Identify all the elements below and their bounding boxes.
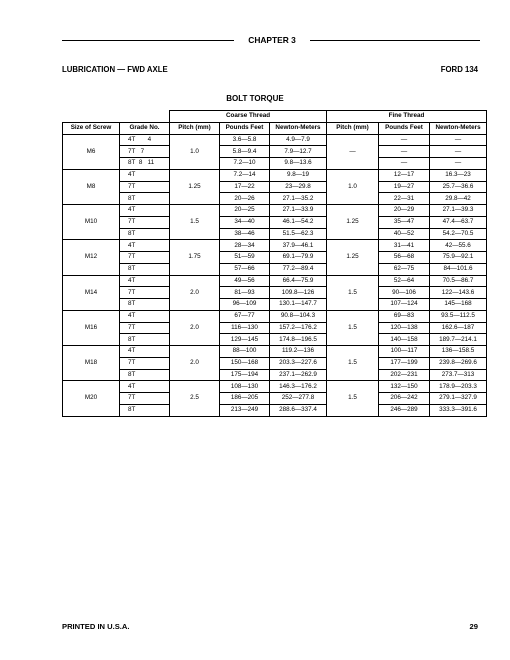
coarse-nm-cell: 130.1—147.7 — [270, 299, 327, 311]
fine-lbft-cell: 202—231 — [379, 369, 430, 381]
coarse-nm-cell: 66.4—75.9 — [270, 275, 327, 287]
table-row — [63, 146, 487, 158]
grade-cell: 4T — [120, 275, 170, 287]
grade-cell: 8T — [120, 404, 170, 416]
fine-lbft-cell: 132—150 — [379, 381, 430, 393]
fine-lbft-cell: 90—106 — [379, 287, 430, 299]
coarse-lbft-cell: 88—100 — [220, 346, 270, 358]
screw-size-cell: M8 — [63, 169, 120, 204]
coarse-nm-cell: 146.3—176.2 — [270, 381, 327, 393]
fine-lbft-cell: — — [379, 134, 430, 146]
fine-thread-header: Fine Thread — [327, 111, 487, 123]
fine-nm-cell: 47.4—63.7 — [430, 216, 487, 228]
coarse-lbft-cell: 175—194 — [220, 369, 270, 381]
fine-lbft-cell: 120—138 — [379, 322, 430, 334]
coarse-lbft-cell: 20—25 — [220, 205, 270, 217]
coarse-lbft-cell: 7.2—14 — [220, 169, 270, 181]
grade-cell: 4T — [120, 205, 170, 217]
fine-lbft-cell: 206—242 — [379, 393, 430, 405]
table-row — [63, 322, 487, 334]
table-row — [63, 252, 487, 264]
coarse-lbft-cell: 67—77 — [220, 310, 270, 322]
fine-nm-cell: 178.9—203.3 — [430, 381, 487, 393]
fine-nm-cell: 122—143.6 — [430, 287, 487, 299]
table-title: BOLT TORQUE — [226, 94, 284, 103]
fine-nm-cell: 70.5—86.7 — [430, 275, 487, 287]
column-header-row — [63, 122, 487, 134]
fine-lbft-cell: 100—117 — [379, 346, 430, 358]
table-row — [63, 134, 487, 146]
header-blank — [63, 111, 170, 123]
coarse-lbft-cell: 51—59 — [220, 252, 270, 264]
table-row — [63, 287, 487, 299]
fine-nm-cell: 273.7—313 — [430, 369, 487, 381]
table-row — [63, 193, 487, 205]
fine-nm-cell: 162.6—187 — [430, 322, 487, 334]
col-header-fine-nm: Newton-Meters — [430, 122, 487, 134]
screw-size-cell: M20 — [63, 381, 120, 416]
fine-lbft-cell: 31—41 — [379, 240, 430, 252]
coarse-lbft-cell: 186—205 — [220, 393, 270, 405]
screw-size-cell: M12 — [63, 240, 120, 275]
fine-lbft-cell: 140—158 — [379, 334, 430, 346]
section-title: LUBRICATION — FWD AXLE — [62, 65, 168, 74]
table-row — [63, 404, 487, 416]
coarse-lbft-cell: 20—26 — [220, 193, 270, 205]
table-row — [63, 216, 487, 228]
coarse-lbft-cell: 213—249 — [220, 404, 270, 416]
table-row — [63, 369, 487, 381]
chapter-title: CHAPTER 3 — [248, 35, 296, 45]
table-row — [63, 299, 487, 311]
grade-cell: 7T — [120, 287, 170, 299]
coarse-pitch-cell: 2.0 — [170, 310, 220, 345]
fine-pitch-cell: 1.0 — [327, 169, 379, 204]
coarse-nm-cell: 9.8—13.6 — [270, 158, 327, 170]
table-row — [63, 181, 487, 193]
coarse-nm-cell: 27.1—33.9 — [270, 205, 327, 217]
printed-in-label: PRINTED IN U.S.A. — [62, 622, 130, 631]
fine-lbft-cell: 19—27 — [379, 181, 430, 193]
coarse-lbft-cell: 96—109 — [220, 299, 270, 311]
coarse-pitch-cell: 1.75 — [170, 240, 220, 275]
table-row — [63, 158, 487, 170]
coarse-thread-header: Coarse Thread — [170, 111, 327, 123]
coarse-lbft-cell: 108—130 — [220, 381, 270, 393]
group-header-row — [63, 111, 487, 123]
grade-cell: 7T — [120, 322, 170, 334]
table-row — [63, 263, 487, 275]
table-row — [63, 205, 487, 217]
grade-cell: 7T — [120, 216, 170, 228]
grade-cell: 8T — [120, 369, 170, 381]
screw-size-cell: M6 — [63, 134, 120, 169]
coarse-nm-cell: 90.8—104.3 — [270, 310, 327, 322]
coarse-lbft-cell: 150—168 — [220, 357, 270, 369]
coarse-nm-cell: 203.3—227.6 — [270, 357, 327, 369]
grade-cell: 8T — [120, 228, 170, 240]
coarse-nm-cell: 37.9—46.1 — [270, 240, 327, 252]
fine-lbft-cell: 20—29 — [379, 205, 430, 217]
fine-pitch-cell: 1.5 — [327, 346, 379, 381]
col-header-coarse-nm: Newton-Meters — [270, 122, 327, 134]
fine-lbft-cell: 12—17 — [379, 169, 430, 181]
fine-lbft-cell: 177—199 — [379, 357, 430, 369]
coarse-nm-cell: 77.2—89.4 — [270, 263, 327, 275]
table-row — [63, 357, 487, 369]
table-body — [63, 134, 487, 416]
fine-lbft-cell: 62—75 — [379, 263, 430, 275]
fine-nm-cell: 75.9—92.1 — [430, 252, 487, 264]
screw-size-cell: M10 — [63, 205, 120, 240]
fine-nm-cell: — — [430, 158, 487, 170]
coarse-lbft-cell: 81—93 — [220, 287, 270, 299]
fine-nm-cell: 54.2—70.5 — [430, 228, 487, 240]
fine-nm-cell: 93.5—112.5 — [430, 310, 487, 322]
grade-cell: 7T 7 — [120, 146, 170, 158]
fine-nm-cell: 333.3—391.6 — [430, 404, 487, 416]
fine-nm-cell: 136—158.5 — [430, 346, 487, 358]
fine-pitch-cell: 1.25 — [327, 205, 379, 240]
fine-lbft-cell: 35—47 — [379, 216, 430, 228]
coarse-nm-cell: 174.8—196.5 — [270, 334, 327, 346]
fine-lbft-cell: 246—289 — [379, 404, 430, 416]
coarse-nm-cell: 69.1—79.9 — [270, 252, 327, 264]
col-header-coarse-pitch: Pitch (mm) — [170, 122, 220, 134]
fine-nm-cell: 239.8—269.6 — [430, 357, 487, 369]
grade-cell: 7T — [120, 181, 170, 193]
col-header-size: Size of Screw — [63, 122, 120, 134]
screw-size-cell: M18 — [63, 346, 120, 381]
fine-pitch-cell: 1.5 — [327, 275, 379, 310]
coarse-lbft-cell: 129—145 — [220, 334, 270, 346]
col-header-fine-pitch: Pitch (mm) — [327, 122, 379, 134]
coarse-lbft-cell: 57—66 — [220, 263, 270, 275]
header-rule-left — [62, 40, 234, 41]
coarse-lbft-cell: 116—130 — [220, 322, 270, 334]
coarse-pitch-cell: 2.0 — [170, 275, 220, 310]
fine-pitch-cell: 1.5 — [327, 310, 379, 345]
screw-size-cell: M16 — [63, 310, 120, 345]
fine-lbft-cell: 22—31 — [379, 193, 430, 205]
table-row — [63, 334, 487, 346]
coarse-lbft-cell: 17—22 — [220, 181, 270, 193]
fine-lbft-cell: 56—68 — [379, 252, 430, 264]
coarse-pitch-cell: 2.5 — [170, 381, 220, 416]
coarse-lbft-cell: 3.6—5.8 — [220, 134, 270, 146]
grade-cell: 7T — [120, 252, 170, 264]
header-rule-right — [310, 40, 480, 41]
col-header-coarse-lbft: Pounds Feet — [220, 122, 270, 134]
coarse-nm-cell: 157.2—176.2 — [270, 322, 327, 334]
coarse-nm-cell: 237.1—262.9 — [270, 369, 327, 381]
grade-cell: 4T — [120, 169, 170, 181]
table-row — [63, 169, 487, 181]
grade-cell: 7T — [120, 393, 170, 405]
fine-nm-cell: 42—55.6 — [430, 240, 487, 252]
coarse-nm-cell: 4.9—7.9 — [270, 134, 327, 146]
grade-cell: 8T — [120, 193, 170, 205]
coarse-lbft-cell: 49—56 — [220, 275, 270, 287]
table-row — [63, 228, 487, 240]
grade-cell: 8T 8 11 — [120, 158, 170, 170]
fine-pitch-cell: 1.25 — [327, 240, 379, 275]
coarse-pitch-cell: 1.5 — [170, 205, 220, 240]
page-number: 29 — [469, 622, 478, 631]
fine-nm-cell: 27.1—39.3 — [430, 205, 487, 217]
coarse-nm-cell: 109.8—126 — [270, 287, 327, 299]
coarse-nm-cell: 51.5—62.3 — [270, 228, 327, 240]
col-header-grade: Grade No. — [120, 122, 170, 134]
table-row — [63, 240, 487, 252]
model-label: FORD 134 — [440, 65, 478, 74]
coarse-nm-cell: 288.6—337.4 — [270, 404, 327, 416]
table-row — [63, 393, 487, 405]
bolt-torque-table — [62, 110, 487, 417]
coarse-nm-cell: 7.9—12.7 — [270, 146, 327, 158]
grade-cell: 4T 4 — [120, 134, 170, 146]
fine-lbft-cell: 69—83 — [379, 310, 430, 322]
fine-nm-cell: 189.7—214.1 — [430, 334, 487, 346]
coarse-pitch-cell: 1.25 — [170, 169, 220, 204]
grade-cell: 8T — [120, 334, 170, 346]
fine-lbft-cell: — — [379, 158, 430, 170]
table-row — [63, 310, 487, 322]
grade-cell: 4T — [120, 310, 170, 322]
fine-pitch-cell: — — [327, 134, 379, 169]
grade-cell: 8T — [120, 263, 170, 275]
fine-lbft-cell: 40—52 — [379, 228, 430, 240]
fine-nm-cell: — — [430, 146, 487, 158]
fine-lbft-cell: 107—124 — [379, 299, 430, 311]
coarse-nm-cell: 252—277.8 — [270, 393, 327, 405]
coarse-nm-cell: 27.1—35.2 — [270, 193, 327, 205]
table-row — [63, 381, 487, 393]
coarse-nm-cell: 119.2—136 — [270, 346, 327, 358]
coarse-lbft-cell: 38—46 — [220, 228, 270, 240]
table-row — [63, 346, 487, 358]
col-header-fine-lbft: Pounds Feet — [379, 122, 430, 134]
coarse-nm-cell: 46.1—54.2 — [270, 216, 327, 228]
coarse-lbft-cell: 34—40 — [220, 216, 270, 228]
screw-size-cell: M14 — [63, 275, 120, 310]
grade-cell: 8T — [120, 299, 170, 311]
coarse-nm-cell: 9.8—19 — [270, 169, 327, 181]
fine-nm-cell: 29.8—42 — [430, 193, 487, 205]
fine-nm-cell: 279.1—327.9 — [430, 393, 487, 405]
grade-cell: 7T — [120, 357, 170, 369]
coarse-pitch-cell: 2.0 — [170, 346, 220, 381]
chapter-header — [62, 34, 480, 46]
coarse-lbft-cell: 5.8—9.4 — [220, 146, 270, 158]
fine-nm-cell: 84—101.6 — [430, 263, 487, 275]
fine-nm-cell: 145—168 — [430, 299, 487, 311]
fine-lbft-cell: 52—64 — [379, 275, 430, 287]
coarse-lbft-cell: 7.2—10 — [220, 158, 270, 170]
fine-nm-cell: — — [430, 134, 487, 146]
grade-cell: 4T — [120, 240, 170, 252]
coarse-lbft-cell: 28—34 — [220, 240, 270, 252]
grade-cell: 4T — [120, 381, 170, 393]
fine-nm-cell: 16.3—23 — [430, 169, 487, 181]
grade-cell: 4T — [120, 346, 170, 358]
fine-nm-cell: 25.7—36.6 — [430, 181, 487, 193]
fine-pitch-cell: 1.5 — [327, 381, 379, 416]
fine-lbft-cell: — — [379, 146, 430, 158]
coarse-nm-cell: 23—29.8 — [270, 181, 327, 193]
table-row — [63, 275, 487, 287]
coarse-pitch-cell: 1.0 — [170, 134, 220, 169]
